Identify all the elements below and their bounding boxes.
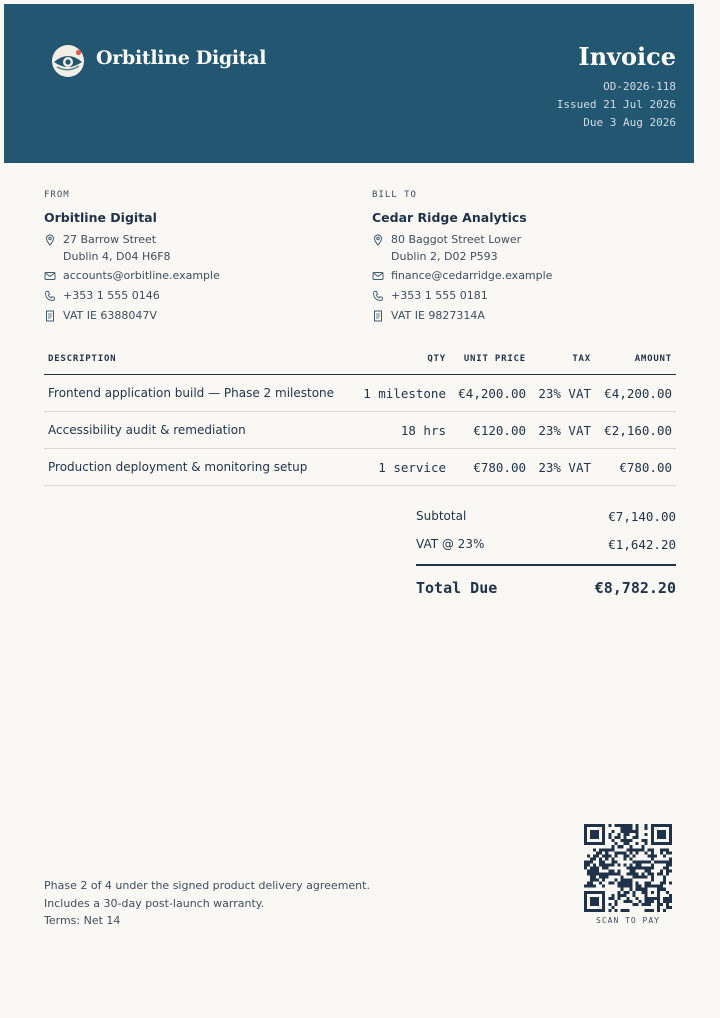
row-description: Accessibility audit & remediation — [48, 423, 246, 437]
row-description: Frontend application build — Phase 2 milestone — [48, 386, 335, 400]
col-unit-price: UNIT PRICE — [463, 354, 526, 364]
mail-icon — [44, 270, 56, 282]
phone-icon — [372, 290, 384, 302]
qr-code-icon[interactable] — [584, 824, 672, 912]
eye-orbit-logo-icon — [49, 42, 87, 80]
bill-to-name: Cedar Ridge Analytics — [372, 210, 527, 225]
row-qty: 1 service — [378, 460, 446, 475]
phone-icon — [44, 290, 56, 302]
total-due-label: Total Due — [416, 579, 498, 597]
col-qty: QTY — [427, 354, 446, 364]
row-description: Production deployment & monitoring setup — [48, 460, 308, 474]
col-tax: TAX — [572, 354, 591, 364]
row-divider — [44, 411, 676, 412]
table-header-rule — [44, 374, 676, 375]
from-address-line1: 27 Barrow Street — [63, 233, 157, 246]
row-divider — [44, 448, 676, 449]
bill-to-address-line2: Dublin 2, D02 P593 — [391, 250, 498, 263]
row-divider — [44, 485, 676, 486]
from-name: Orbitline Digital — [44, 210, 157, 225]
row-unit-price: €4,200.00 — [458, 386, 526, 401]
row-amount: €780.00 — [619, 460, 672, 475]
bill-to-address-line1: 80 Baggot Street Lower — [391, 233, 522, 246]
invoice-title: Invoice — [578, 42, 676, 71]
from-address-line2: Dublin 4, D04 H6F8 — [63, 250, 171, 263]
due-date: Due 3 Aug 2026 — [583, 116, 676, 129]
row-amount: €4,200.00 — [604, 386, 672, 401]
row-unit-price: €780.00 — [473, 460, 526, 475]
invoice-header — [4, 4, 694, 163]
bill-to-vat: VAT IE 9827314A — [391, 309, 485, 322]
subtotal-value: €7,140.00 — [608, 509, 676, 524]
row-unit-price: €120.00 — [473, 423, 526, 438]
row-tax: 23% VAT — [538, 460, 591, 475]
total-due-value: €8,782.20 — [594, 579, 676, 597]
col-amount: AMOUNT — [634, 354, 672, 364]
scan-to-pay-label: SCAN TO PAY — [596, 916, 660, 925]
invoice-number: OD-2026-118 — [603, 80, 676, 93]
mail-icon — [372, 270, 384, 282]
location-pin-icon — [372, 234, 384, 246]
issue-date: Issued 21 Jul 2026 — [556, 98, 676, 111]
row-qty: 18 hrs — [400, 423, 446, 438]
row-amount: €2,160.00 — [604, 423, 672, 438]
note-line-1: Phase 2 of 4 under the signed product delivery agreement. — [44, 879, 370, 892]
row-tax: 23% VAT — [538, 423, 591, 438]
from-email: accounts@orbitline.example — [63, 269, 220, 282]
note-line-3: Terms: Net 14 — [44, 914, 121, 924]
row-tax: 23% VAT — [538, 386, 591, 401]
bill-to-email: finance@cedarridge.example — [391, 269, 553, 282]
col-description: DESCRIPTION — [48, 354, 117, 364]
from-label: FROM — [44, 190, 70, 200]
from-phone: +353 1 555 0146 — [63, 289, 160, 302]
bill-to-phone: +353 1 555 0181 — [391, 289, 488, 302]
vat-label: VAT @ 23% — [416, 537, 485, 551]
vat-value: €1,642.20 — [608, 537, 676, 552]
note-clip — [44, 914, 344, 924]
bill-to-label: BILL TO — [372, 190, 417, 200]
total-rule — [416, 564, 676, 566]
document-icon — [44, 310, 56, 322]
document-icon — [372, 310, 384, 322]
from-vat: VAT IE 6388047V — [63, 309, 157, 322]
note-line-2: Includes a 30-day post-launch warranty. — [44, 897, 265, 910]
location-pin-icon — [44, 234, 56, 246]
brand-name: Orbitline Digital — [96, 47, 267, 69]
subtotal-label: Subtotal — [416, 509, 467, 523]
row-qty: 1 milestone — [363, 386, 446, 401]
